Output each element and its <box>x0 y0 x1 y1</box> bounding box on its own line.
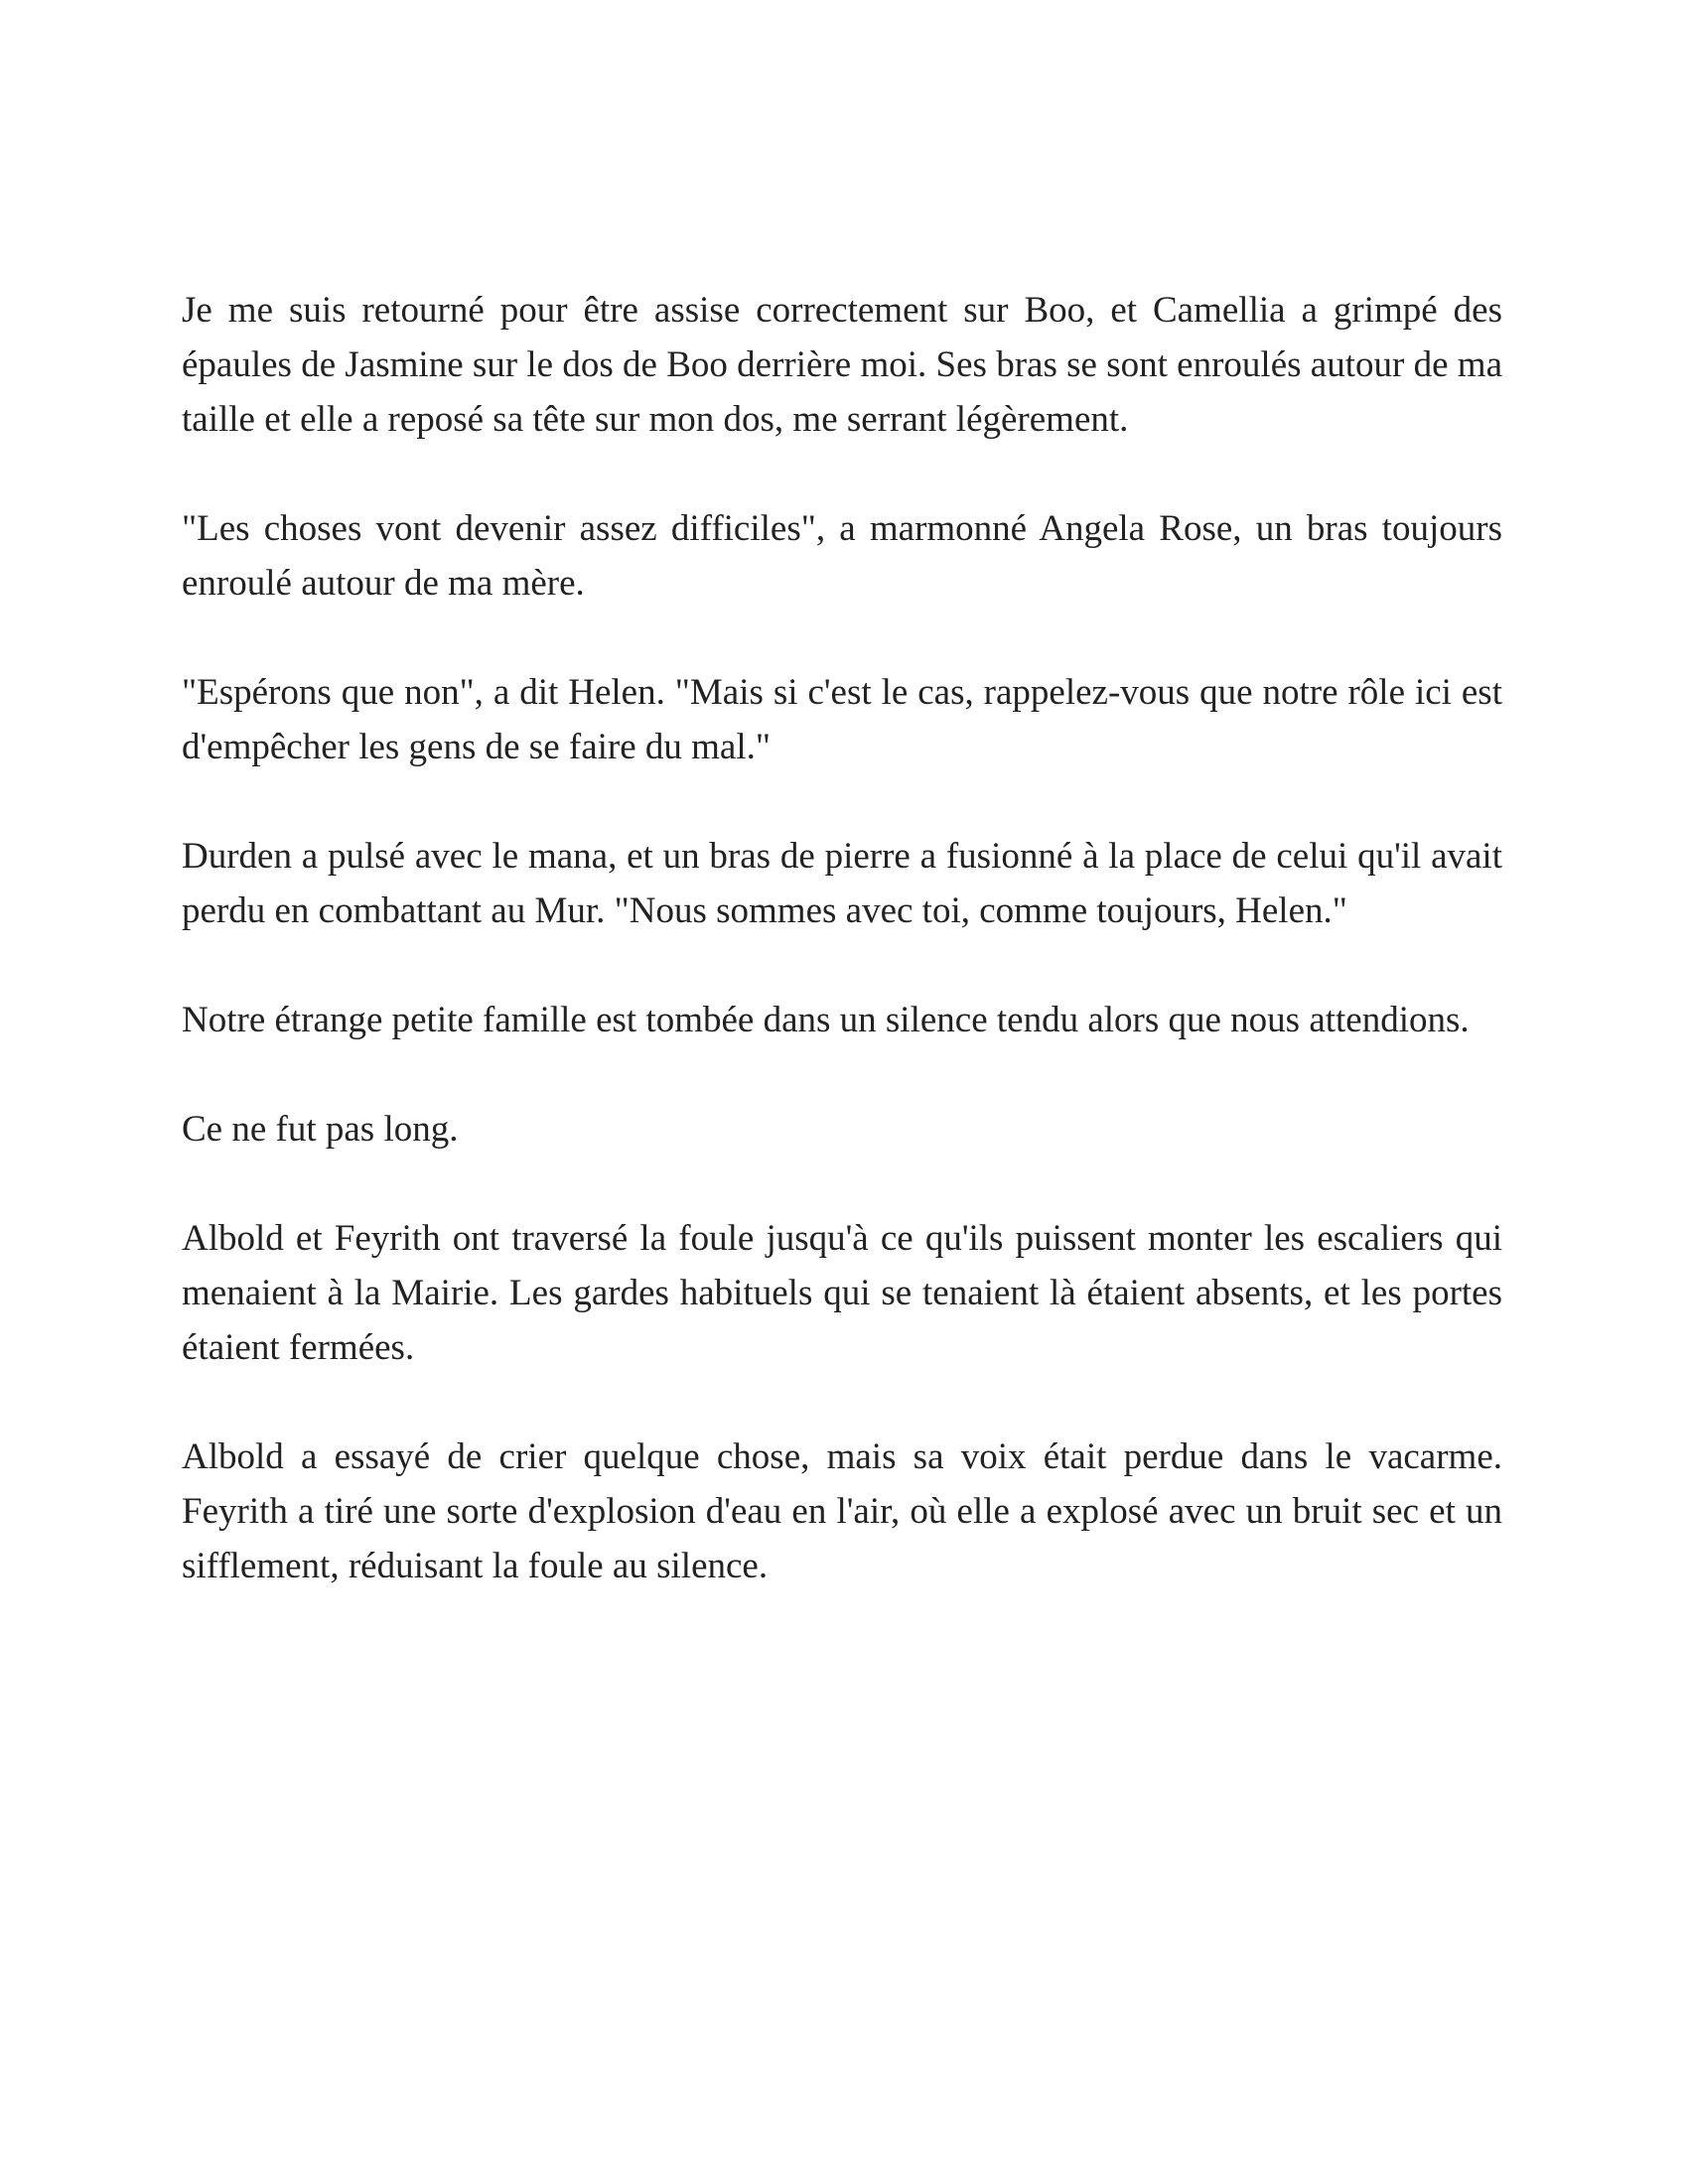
paragraph: "Les choses vont devenir assez difficiles", a marmonné Angela Rose, un bras toujours enroulé autour de ma mère. <box>182 508 1502 604</box>
document-body <box>182 283 1502 1648</box>
paragraph: Ce ne fut pas long. <box>182 1109 459 1150</box>
paragraph: Durden a pulsé avec le mana, et un bras de pierre a fusionné à la place de celui qu'il avait perdu en combattant au Mur. "Nous sommes avec toi, comme toujours, Helen." <box>182 836 1502 931</box>
paragraph: Notre étrange petite famille est tombée dans un silence tendu alors que nous attendions. <box>182 1000 1470 1040</box>
paragraph: "Espérons que non", a dit Helen. "Mais si c'est le cas, rappelez-vous que notre rôle ici est d'empêcher les gens de se faire du mal." <box>182 672 1502 767</box>
paragraph: Albold et Feyrith ont traversé la foule jusqu'à ce qu'ils puissent monter les escaliers qui menaient à la Mairie. Les gardes habituels qui se tenaient là étaient absents, et les portes étaient fermées. <box>182 1218 1502 1368</box>
paragraph: Albold a essayé de crier quelque chose, mais sa voix était perdue dans le vacarme. Feyrith a tiré une sorte d'explosion d'eau en l'air, où elle a explosé avec un bruit sec et un sifflement, réduisant la foule au silence. <box>182 1436 1502 1586</box>
paragraph: Je me suis retourné pour être assise correctement sur Boo, et Camellia a grimpé des épaules de Jasmine sur le dos de Boo derrière moi. Ses bras se sont enroulés autour de ma taille et elle a reposé sa tête sur mon dos, me serrant légèrement. <box>182 290 1502 440</box>
